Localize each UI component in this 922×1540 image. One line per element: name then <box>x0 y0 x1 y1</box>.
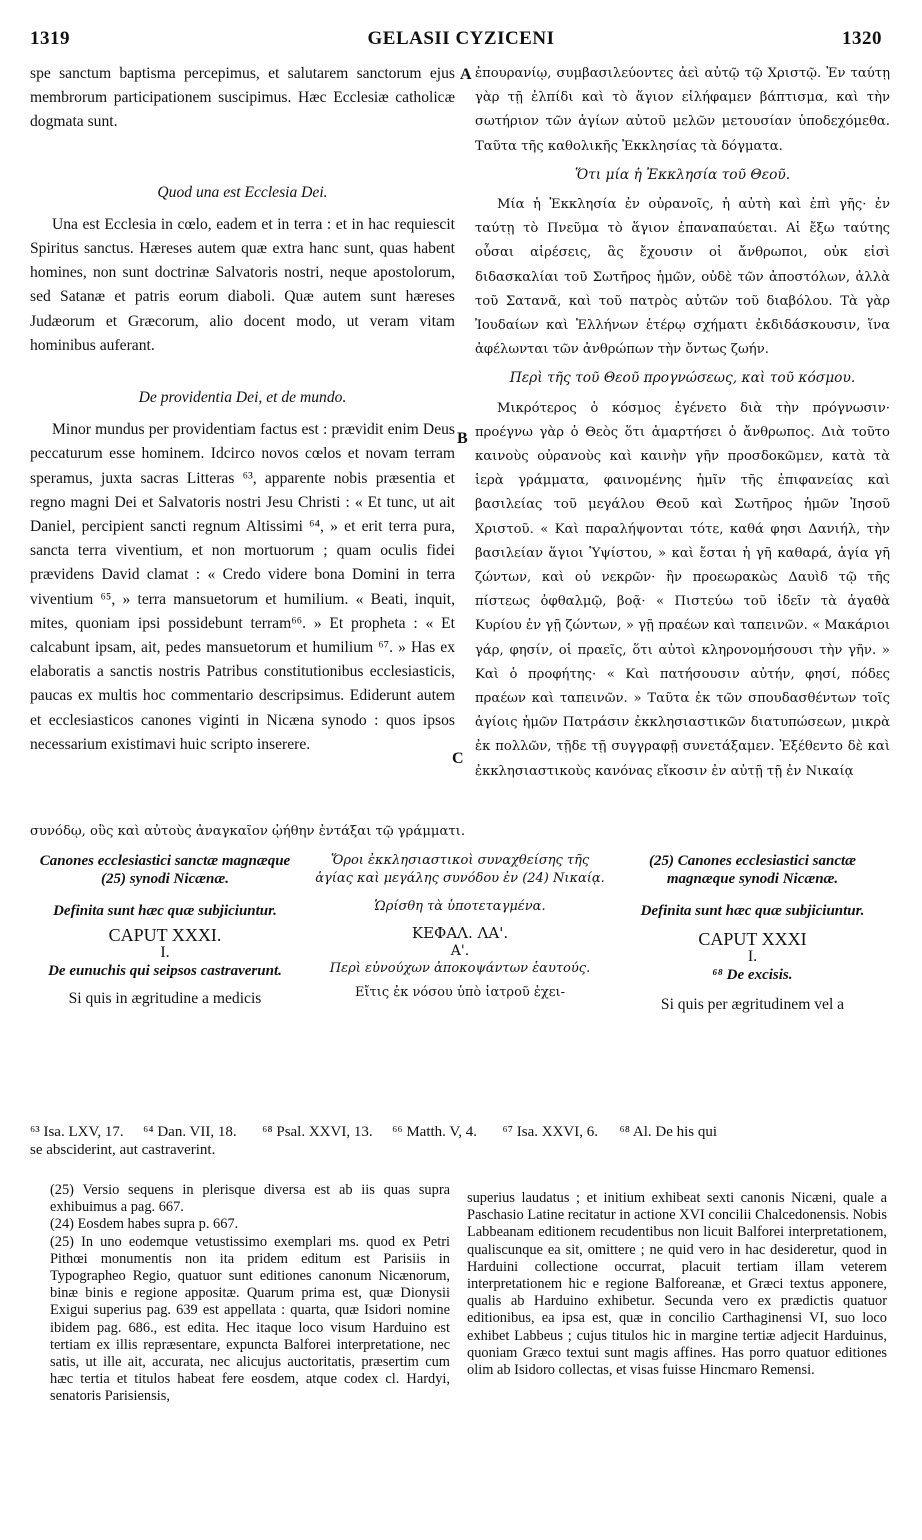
reference: ⁶³ Isa. LXV, 17. <box>30 1124 124 1140</box>
reference: ⁶⁷ Isa. XXVI, 6. <box>502 1124 598 1140</box>
latin-paragraph: spe sanctum baptisma percepimus, et salutarem sanctorum ejus membrorum participationem suscipimus. Hæc Ecclesiæ catholicæ dogmata sunt. <box>30 65 455 131</box>
footnotes-right <box>467 1190 887 1379</box>
greek-paragraph: ἐπουρανίῳ, συμβασιλεύοντες ἀεὶ αὐτῷ τῷ Χριστῷ. Ἐν ταύτῃ γὰρ τῇ ἐλπίδι καὶ τὸ ἅγιον εἰλήφαμεν βάπτισμα, καὶ τὴν σωτήριον τῶν ἁγίων αὐτοῦ μελῶν μετουσίαν ὑποδεχόμεθα. Ταῦτα τῆς καθολικῆς Ἐκκλησίας τὰ δόγματα. <box>475 66 890 154</box>
page-number-left: 1319 <box>30 28 70 49</box>
greek-section-heading: Περὶ τῆς τοῦ Θεοῦ προγνώσεως, καὶ τοῦ κόσμου. <box>509 370 856 387</box>
canon-heading: ⁶⁸ De excisis. <box>712 967 793 983</box>
reference: ⁶⁶ Matth. V, 4. <box>392 1124 478 1140</box>
latin-section-heading: De providentia Dei, et de mundo. <box>138 389 347 407</box>
footnote: (25) Versio sequens in plerisque diversa est ab iis quas supra exhibuimus a pag. 667. <box>50 1182 450 1216</box>
latin-paragraph: Una est Ecclesia in cœlo, eadem et in terra : et in hac requiescit Spiritus sanctus. Hæreses autem quæ extra hanc sunt, quas habent homines, non sunt doctrinæ Salvatoris nostri, neque apostolorum, sed Satanæ et patris eorum diaboli. Quæ autem sunt hæreses Judæorum et Græcorum, alio docent modo, ut veram vitam hominibus auferant. <box>30 215 455 354</box>
canon-number: Α'. <box>450 943 470 959</box>
running-title: GELASII CYZICENI <box>367 28 555 49</box>
greek-paragraph: Μικρότερος ὁ κόσμος ἐγένετο διὰ τὴν πρόγνωσιν· προέγνω γὰρ ὁ Θεὸς ὅτι ἁμαρτήσει ὁ ἄνθρωπος. Διὰ τοῦτο καινοὺς οὐρανοὺς καὶ καινὴν γῆν προσδοκῶμεν, κατὰ τὰ ἱερὰ γράμματα, φαινομένης ἡμῖν τῆς ἐπιφανείας καὶ βασιλείας τοῦ μεγάλου Θεοῦ καὶ Σωτῆρος ἡμῶν Ἰησοῦ Χριστοῦ. « Καὶ παραλήψονται τότε, καθά φησι Δανιήλ, τὴν βασιλείαν ἅγιοι Ὑψίστου, » καὶ ἔσται ἡ γῆ καθαρά, ἁγία γῆ ζώντων, καὶ οὐ νεκρῶν· ἣν προεωρακὼς Δαυὶδ τῷ τῆς πίστεως ὀφθαλμῷ, βοᾷ· « Πιστεύω τοῦ ἰδεῖν τὰ ἀγαθὰ Κυρίου ἐν γῇ ζώντων, » γῇ πραέων καὶ ταπεινῶν. « Μακάριοι γάρ, φησίν, οἱ πραεῖς, ὅτι αὐτοὶ κληρονομήσουσι τὴν γῆν. » Καὶ ὁ προφήτης· « Καὶ πατήσουσιν αὐτήν, φησί, πόδες πραέων καὶ ταπεινῶν. » Ταῦτα ἐκ τῶν σπουδασθέντων τοῖς ἁγίοις ἡμῶν Πατράσιν ἐκκλησιαστικῶν διατυπώσεων, μικρὰ ἐκ πολλῶν, τῇδε τῇ συγγραφῇ συνετάξαμεν. Ἐξέθεντο δὲ καὶ ἐκκλησιαστικοὺς κανόνας εἴκοσιν ἐν αὐτῇ τῇ ἐν Νικαίᾳ <box>475 400 890 779</box>
canon-definition: Ὡρίσθη τὰ ὑποτεταγμένα. <box>374 899 546 914</box>
reference: ⁶⁸ Al. De his qui <box>619 1124 718 1140</box>
canon-title-latin: (25) Canones ecclesiastici sanctæ magnæque synodi Nicænæ. <box>648 853 857 887</box>
reference-continuation: se absciderint, aut castraverint. <box>30 1142 216 1158</box>
margin-letter-a: A <box>460 66 472 83</box>
canon-definition: Definita sunt hæc quæ subjiciuntur. <box>640 903 865 919</box>
reference: ⁶⁸ Psal. XXVI, 13. <box>262 1124 373 1140</box>
canon-heading: Περὶ εὐνούχων ἀποκοψάντων ἑαυτούς. <box>329 961 591 976</box>
canon-title-latin: Canones ecclesiastici sanctæ magnæque (25) synodi Nicænæ. <box>39 853 291 887</box>
reference: ⁶⁴ Dan. VII, 18. <box>143 1124 237 1140</box>
canon-text: Εἴτις ἐκ νόσου ὑπὸ ἰατροῦ ἐχει- <box>354 985 566 1000</box>
greek-paragraph: Μία ἡ Ἐκκλησία ἐν οὐρανοῖς, ἡ αὐτὴ καὶ ἐπὶ γῆς· ἐν ταύτῃ τὸ Πνεῦμα τὸ ἅγιον ἐπαναπαύεται. Αἱ ἔξω ταύτης οὖσαι αἱρέσεις, ἃς ἔχουσιν οἱ ἄνθρωποι, οὐκ εἰσὶ διδασκαλίαι τοῦ Σωτῆρος ἡμῶν, οὐδὲ τῶν ἀποστόλων, ἀλλὰ τοῦ Σατανᾶ, καὶ τοῦ πατρὸς αὐτῶν τοῦ διαβόλου. Τὰ γὰρ Ἰουδαίων καὶ Ἑλλήνων ἑτέρῳ σχήματι ἐκδιδάσκουσιν, ἵνα ἀφέλωνται τῶν ἀνθρώπων τὴν ὄντως ζωήν. <box>475 197 890 358</box>
footnote: (24) Eosdem habes supra p. 667. <box>50 1216 239 1233</box>
footnote: superius laudatus ; et initium exhibeat sexti canonis Nicæni, quale a Paschasio Latine recitatur in actione XVI concilii Chalcedonensis. Nobis Labbeanam editionem recudentibus non licuit Balforei interpretationem, qualiscunque ea sit, omittere ; ne quid vero in hac desideretur, quod in Harduini collectione occurrat, placuit tertiam illam veterem interpretationem hic e regione Balforeanæ, et Græci textus apponere, qualis ab Harduino exhibetur. Secunda vero ex prædictis quatuor editionibus, ea ipsa est, quæ in concilio Carthaginensi VI, suo loco exhibet Labbeus ; cujus titulos hic in margine tertiæ adjecit Harduinus, quoniam Græco textui sunt magis affines. Has porro quatuor editiones olim ab Isidoro collectas, et visas fuisse Hincmaro Remensi. <box>467 1190 888 1379</box>
chapter-title: CAPUT XXXI. <box>108 925 222 945</box>
latin-column <box>30 62 455 757</box>
chapter-title: CAPUT XXXI <box>698 929 807 949</box>
triple-middle-column <box>315 852 605 1002</box>
page-number-right: 1320 <box>842 28 882 49</box>
canon-text: Si quis per ægritudinem vel a <box>660 996 845 1013</box>
canon-heading: De eunuchis qui seipsos castraverunt. <box>48 963 282 979</box>
chapter-title: ΚΕΦΑΛ. ΛΑ'. <box>411 924 509 942</box>
footnotes-left <box>50 1182 450 1406</box>
greek-column <box>475 62 890 784</box>
scripture-references <box>30 1124 900 1141</box>
canon-definition: Definita sunt hæc quæ subjiciuntur. <box>53 903 277 919</box>
canon-number: I. <box>747 948 758 965</box>
margin-letter-b: B <box>457 430 468 447</box>
canon-title-greek: Ὅροι ἐκκλησιαστικοὶ συναχθείσης τῆς ἁγίας καὶ μεγάλης συνόδου ἐν (24) Νικαίᾳ. <box>315 853 605 886</box>
latin-section-heading: Quod una est Ecclesia Dei. <box>157 183 328 201</box>
triple-left-column <box>30 852 300 1008</box>
greek-continuation-line: συνόδῳ, οὓς καὶ αὐτοὺς ἀναγκαῖον ᾠήθην ἐντάξαι τῷ γράμματι. <box>30 824 466 839</box>
margin-letter-c: C <box>452 750 464 767</box>
triple-right-column <box>615 852 890 1014</box>
canon-text: Si quis in ægritudine a medicis <box>68 990 262 1007</box>
footnote: (25) In uno eodemque vetustissimo exemplari ms. quod ex Petri Pithœi monumentis non ita pridem editum est Parisiis in Typographeo Regio, quatuor sunt editiones canonum Nicænorum, binæ binis e regione appositæ. Quarum prima est, quæ Dionysii Exigui superius pag. 639 est appellata : quarta, quæ Isidori nomine ibidem pag. 686., est edita. Hec itaque loco visum Harduino est tertiam ex illis repræsentare, expuncta Balforei interpretatione, nec satis, ut ille ait, accurata, nec alicujus auctoritatis, præsertim cum hæc tertia et titulos habeat fere eosdem, atque codex cl. Hardyi, senatoris Parisiensis, <box>50 1233 450 1405</box>
greek-section-heading: Ὅτι μία ἡ Ἐκκλησία τοῦ Θεοῦ. <box>574 166 791 183</box>
canon-number: I. <box>160 944 170 961</box>
latin-paragraph: Minor mundus per providentiam factus est : prævidit enim Deus peccaturum esse hominem. Idcirco novos cœlos et novam terram speramus, juxta sacras Litteras ⁶³, apparente nobis præsentia et regno magni Dei et Salvatoris nostri Jesu Christi : « Et tunc, ut ait Daniel, percipient sancti regnum Altissimi ⁶⁴, » et erit terra pura, sancta terra viventium, et non mortuorum ; quam oculis fidei prævidens David clamat : « Credo videre bona Domini in terra viventium ⁶⁵, » terra mansuetorum et humilium. « Beati, inquit, mites, quoniam ipsi possidebunt terram⁶⁶. » Et propheta : « Et calcabunt ipsam, ait, pedes mansuetorum et humilium ⁶⁷. » Has ex elaboratis a sanctis nostris Patribus constitutionibus ecclesiasticis, paucas ex multis hoc commentario descripsimus. Ediderunt autem et ecclesiasticos canones viginti in Nicæna synodo : quos ipsos necessarium existimavi huic scripto inserere. <box>30 421 455 753</box>
